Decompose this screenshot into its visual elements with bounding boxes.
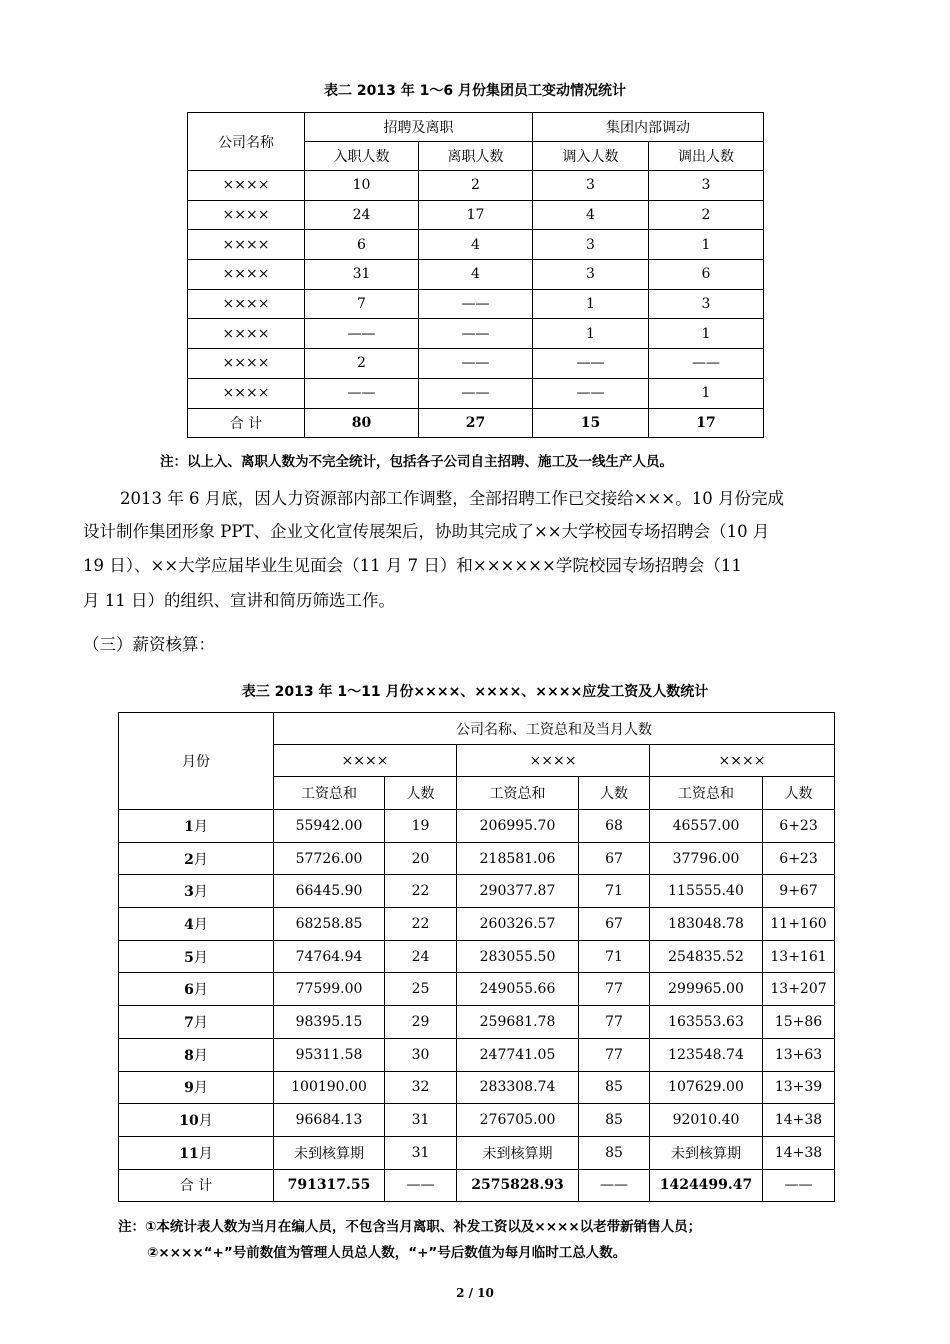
- cell: 66445.90: [274, 875, 385, 908]
- cell: 163553.63: [650, 1006, 763, 1039]
- cell: 32: [385, 1071, 457, 1104]
- cell: 68258.85: [274, 908, 385, 941]
- cell-month: 4月: [119, 908, 274, 941]
- table-row: [119, 1136, 835, 1169]
- cell: 10: [305, 171, 419, 201]
- total-label: 合 计: [119, 1169, 274, 1202]
- header-month: 月份: [119, 713, 274, 810]
- cell: 3: [649, 289, 764, 319]
- total-cell: 17: [649, 408, 764, 438]
- cell: 206995.70: [457, 810, 579, 843]
- cell: 276705.00: [457, 1104, 579, 1137]
- table3-note-2: ②××××“+”号前数值为管理人员总人数，“+”号后数值为每月临时工总人数。: [147, 1245, 627, 1261]
- cell: 259681.78: [457, 1006, 579, 1039]
- total-cell: 791317.55: [274, 1169, 385, 1202]
- total-cell: ——: [763, 1169, 835, 1202]
- table-row: [188, 289, 764, 319]
- total-cell: ——: [579, 1169, 650, 1202]
- header-count: 人数: [579, 777, 650, 810]
- header-recruit-leave: 招聘及离职: [305, 113, 533, 142]
- table-row: [119, 875, 835, 908]
- cell: 218581.06: [457, 842, 579, 875]
- total-cell: 15: [533, 408, 649, 438]
- cell: 77: [579, 1038, 650, 1071]
- cell-company: ××××: [188, 171, 305, 201]
- table2: [187, 112, 764, 438]
- table-row: [119, 1104, 835, 1137]
- table-row: [119, 810, 835, 843]
- cell: 249055.66: [457, 973, 579, 1006]
- cell-month: 3月: [119, 875, 274, 908]
- cell: 74764.94: [274, 940, 385, 973]
- cell: 55942.00: [274, 810, 385, 843]
- table-row: [119, 1038, 835, 1071]
- cell: 77: [579, 1006, 650, 1039]
- table-row: [119, 940, 835, 973]
- total-cell: 27: [419, 408, 533, 438]
- paragraph-line: 设计制作集团形象 PPT、企业文化宣传展架后，协助其完成了××大学校园专场招聘会（10 月: [83, 522, 770, 541]
- cell: 未到核算期: [457, 1136, 579, 1169]
- cell: 19: [385, 810, 457, 843]
- header-count: 人数: [385, 777, 457, 810]
- table-row: [119, 973, 835, 1006]
- cell-month: 6月: [119, 973, 274, 1006]
- cell: 25: [385, 973, 457, 1006]
- cell: 22: [385, 875, 457, 908]
- paragraph-line: 月 11 日）的组织、宣讲和简历筛选工作。: [83, 591, 395, 610]
- cell-company: ××××: [188, 319, 305, 349]
- cell: 未到核算期: [650, 1136, 763, 1169]
- total-label: 合 计: [188, 408, 305, 438]
- header-col: 离职人数: [419, 142, 533, 171]
- table-row: [119, 908, 835, 941]
- cell: 3: [533, 171, 649, 201]
- cell: 13+161: [763, 940, 835, 973]
- cell: 123548.74: [650, 1038, 763, 1071]
- cell: 96684.13: [274, 1104, 385, 1137]
- cell: 6: [305, 230, 419, 260]
- cell: 247741.05: [457, 1038, 579, 1071]
- cell: ——: [649, 349, 764, 379]
- cell: 6: [649, 260, 764, 290]
- section-heading: （三）薪资核算：: [83, 635, 215, 654]
- cell: 4: [533, 200, 649, 230]
- cell: 77: [579, 973, 650, 1006]
- header-col: 调入人数: [533, 142, 649, 171]
- cell: 299965.00: [650, 973, 763, 1006]
- cell: ——: [419, 319, 533, 349]
- cell: 71: [579, 940, 650, 973]
- cell: 2: [419, 171, 533, 201]
- cell: 107629.00: [650, 1071, 763, 1104]
- cell: 30: [385, 1038, 457, 1071]
- cell: 115555.40: [650, 875, 763, 908]
- header-company-group: 公司名称、工资总和及当月人数: [274, 713, 835, 745]
- cell: 290377.87: [457, 875, 579, 908]
- cell: 17: [419, 200, 533, 230]
- cell: 46557.00: [650, 810, 763, 843]
- cell: 3: [533, 260, 649, 290]
- cell: 未到核算期: [274, 1136, 385, 1169]
- header-internal-transfer: 集团内部调动: [533, 113, 764, 142]
- total-cell: 2575828.93: [457, 1169, 579, 1202]
- cell: 4: [419, 230, 533, 260]
- total-cell: 80: [305, 408, 419, 438]
- header-col: 调出人数: [649, 142, 764, 171]
- cell: ——: [419, 349, 533, 379]
- cell: 283308.74: [457, 1071, 579, 1104]
- cell: 283055.50: [457, 940, 579, 973]
- cell: 24: [305, 200, 419, 230]
- cell: 31: [305, 260, 419, 290]
- cell: ——: [305, 378, 419, 408]
- table2-note: 注：以上入、离职人数为不完全统计，包括各子公司自主招聘、施工及一线生产人员。: [160, 454, 673, 470]
- table-row: [188, 260, 764, 290]
- paragraph-line: 2013 年 6 月底，因人力资源部内部工作调整，全部招聘工作已交接给×××。10 月份完成: [120, 489, 784, 508]
- cell-month: 5月: [119, 940, 274, 973]
- cell: 67: [579, 842, 650, 875]
- cell: 1: [649, 230, 764, 260]
- paragraph-line: 19 日）、××大学应届毕业生见面会（11 月 7 日）和××××××学院校园专场招聘会（11: [83, 556, 742, 575]
- cell-company: ××××: [188, 349, 305, 379]
- cell: 85: [579, 1104, 650, 1137]
- cell: 13+207: [763, 973, 835, 1006]
- cell: 67: [579, 908, 650, 941]
- cell-company: ××××: [188, 230, 305, 260]
- header-salary: 工资总和: [274, 777, 385, 810]
- cell: 68: [579, 810, 650, 843]
- cell: 2: [305, 349, 419, 379]
- cell: 13+63: [763, 1038, 835, 1071]
- total-cell: ——: [385, 1169, 457, 1202]
- table-row: [188, 230, 764, 260]
- cell: ——: [419, 289, 533, 319]
- cell: 15+86: [763, 1006, 835, 1039]
- cell: 98395.15: [274, 1006, 385, 1039]
- cell: 260326.57: [457, 908, 579, 941]
- cell: 254835.52: [650, 940, 763, 973]
- cell: 7: [305, 289, 419, 319]
- cell-month: 7月: [119, 1006, 274, 1039]
- cell: 29: [385, 1006, 457, 1039]
- table-row: [119, 1071, 835, 1104]
- table3: [118, 712, 835, 1202]
- table-row: [188, 378, 764, 408]
- cell: 77599.00: [274, 973, 385, 1006]
- cell: 9+67: [763, 875, 835, 908]
- table-row: [119, 842, 835, 875]
- cell: 95311.58: [274, 1038, 385, 1071]
- cell: 2: [649, 200, 764, 230]
- cell: ——: [533, 349, 649, 379]
- cell: 100190.00: [274, 1071, 385, 1104]
- cell: 37796.00: [650, 842, 763, 875]
- cell: 11+160: [763, 908, 835, 941]
- cell: 85: [579, 1136, 650, 1169]
- cell: 6+23: [763, 810, 835, 843]
- cell: 71: [579, 875, 650, 908]
- cell: 3: [649, 171, 764, 201]
- cell-month: 8月: [119, 1038, 274, 1071]
- header-company: 公司名称: [188, 113, 305, 171]
- total-cell: 1424499.47: [650, 1169, 763, 1202]
- cell: 31: [385, 1136, 457, 1169]
- cell: 24: [385, 940, 457, 973]
- cell: ——: [419, 378, 533, 408]
- cell: 22: [385, 908, 457, 941]
- cell: 57726.00: [274, 842, 385, 875]
- table-row: [188, 200, 764, 230]
- cell: 1: [533, 319, 649, 349]
- cell: 14+38: [763, 1104, 835, 1137]
- cell: 85: [579, 1071, 650, 1104]
- cell-company: ××××: [188, 378, 305, 408]
- cell-company: ××××: [188, 260, 305, 290]
- table2-caption: 表二 2013 年 1～6 月份集团员工变动情况统计: [324, 83, 626, 99]
- cell: 1: [533, 289, 649, 319]
- total-row: [119, 1169, 835, 1202]
- cell-company: ××××: [188, 289, 305, 319]
- page-number: 2 / 10: [456, 1286, 494, 1300]
- header-company: ××××: [457, 745, 650, 777]
- cell: ——: [305, 319, 419, 349]
- cell-month: 10月: [119, 1104, 274, 1137]
- cell: 14+38: [763, 1136, 835, 1169]
- table-row: [188, 349, 764, 379]
- table3-note-1: 注：①本统计表人数为当月在编人员，不包含当月离职、补发工资以及××××以老带新销售人员；: [118, 1219, 702, 1235]
- table3-caption: 表三 2013 年 1～11 月份××××、××××、××××应发工资及人数统计: [241, 684, 709, 700]
- cell: 183048.78: [650, 908, 763, 941]
- table-row: [119, 1006, 835, 1039]
- header-salary: 工资总和: [457, 777, 579, 810]
- header-count: 人数: [763, 777, 835, 810]
- cell-company: ××××: [188, 200, 305, 230]
- cell-month: 11月: [119, 1136, 274, 1169]
- header-company: ××××: [274, 745, 457, 777]
- cell: 31: [385, 1104, 457, 1137]
- cell: 20: [385, 842, 457, 875]
- cell: 6+23: [763, 842, 835, 875]
- cell: 13+39: [763, 1071, 835, 1104]
- cell-month: 2月: [119, 842, 274, 875]
- header-col: 入职人数: [305, 142, 419, 171]
- cell-month: 1月: [119, 810, 274, 843]
- cell: 1: [649, 378, 764, 408]
- cell: 1: [649, 319, 764, 349]
- table-row: [188, 319, 764, 349]
- cell: 4: [419, 260, 533, 290]
- header-salary: 工资总和: [650, 777, 763, 810]
- cell: 92010.40: [650, 1104, 763, 1137]
- table-row: [188, 171, 764, 201]
- cell-month: 9月: [119, 1071, 274, 1104]
- total-row: [188, 408, 764, 438]
- cell: 3: [533, 230, 649, 260]
- cell: ——: [533, 378, 649, 408]
- header-company: ××××: [650, 745, 835, 777]
